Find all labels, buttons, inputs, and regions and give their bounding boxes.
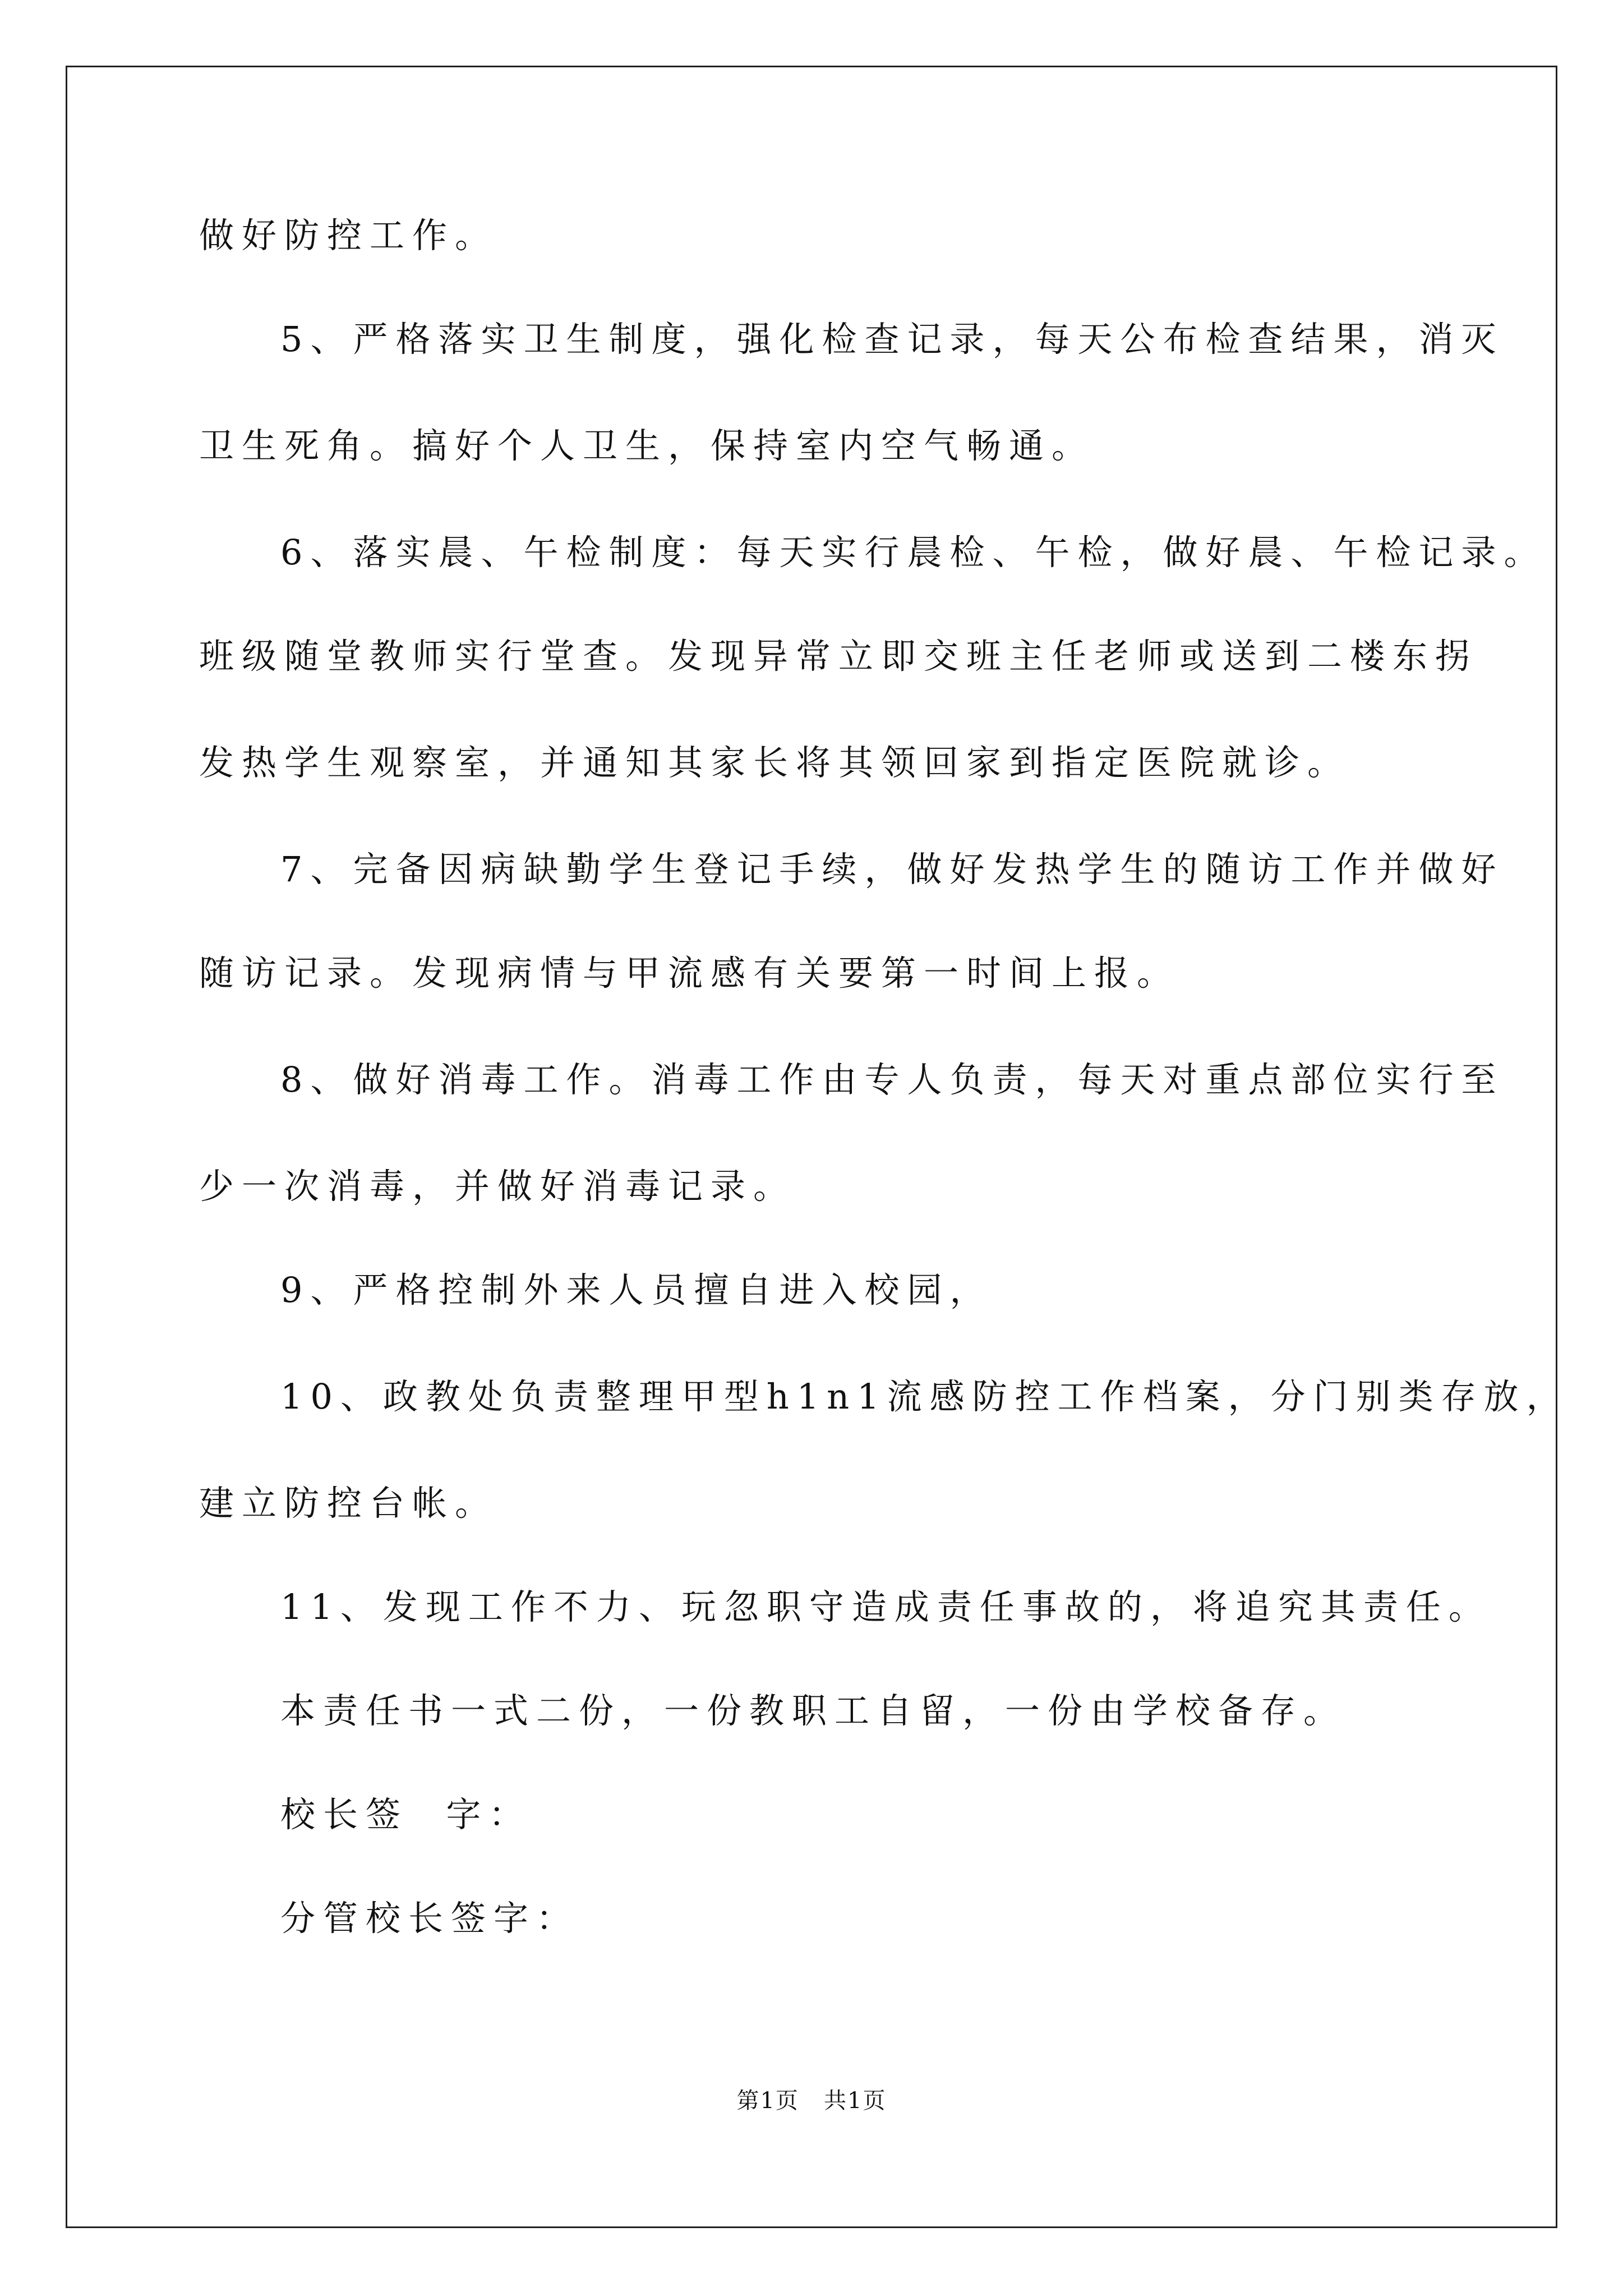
text-copies-note: 本责任书一式二份，一份教职工自留，一份由学校备存。 [280, 1690, 1347, 1731]
text-line-continuation: 卫生死角。搞好个人卫生，保持室内空气畅通。 [199, 425, 1095, 466]
text-line-continuation: 班级随堂教师实行堂查。发现异常立即交班主任老师或送到二楼东拐 [199, 636, 1478, 677]
text-item-11: 11、发现工作不力、玩忽职守造成责任事故的，将追究其责任。 [280, 1586, 1491, 1627]
text-line-continuation: 建立防控台帐。 [199, 1483, 498, 1524]
text-line-continuation: 随访记录。发现病情与甲流感有关要第一时间上报。 [199, 953, 1180, 993]
principal-signature-label: 校长签 字： [280, 1794, 532, 1835]
text-item-7: 7、完备因病缺勤学生登记手续，做好发热学生的随访工作并做好 [280, 849, 1504, 890]
vice-principal-signature-label: 分管校长签字： [280, 1898, 579, 1939]
text-line-continuation: 做好防控工作。 [199, 215, 498, 256]
text-line-continuation: 少一次消毒，并做好消毒记录。 [199, 1166, 796, 1207]
text-line-continuation: 发热学生观察室，并通知其家长将其领回家到指定医院就诊。 [199, 742, 1350, 783]
page-number-footer: 第1页 共1页 [736, 2088, 887, 2114]
text-item-9: 9、严格控制外来人员擅自进入校园， [280, 1269, 993, 1310]
text-item-10: 10、政教处负责整理甲型h1n1流感防控工作档案，分门别类存放， [280, 1376, 1569, 1417]
text-item-5: 5、严格落实卫生制度，强化检查记录，每天公布检查结果，消灭 [280, 319, 1504, 360]
text-item-6: 6、落实晨、午检制度：每天实行晨检、午检，做好晨、午检记录。 [280, 532, 1547, 573]
text-item-8: 8、做好消毒工作。消毒工作由专人负责，每天对重点部位实行至 [280, 1059, 1504, 1100]
